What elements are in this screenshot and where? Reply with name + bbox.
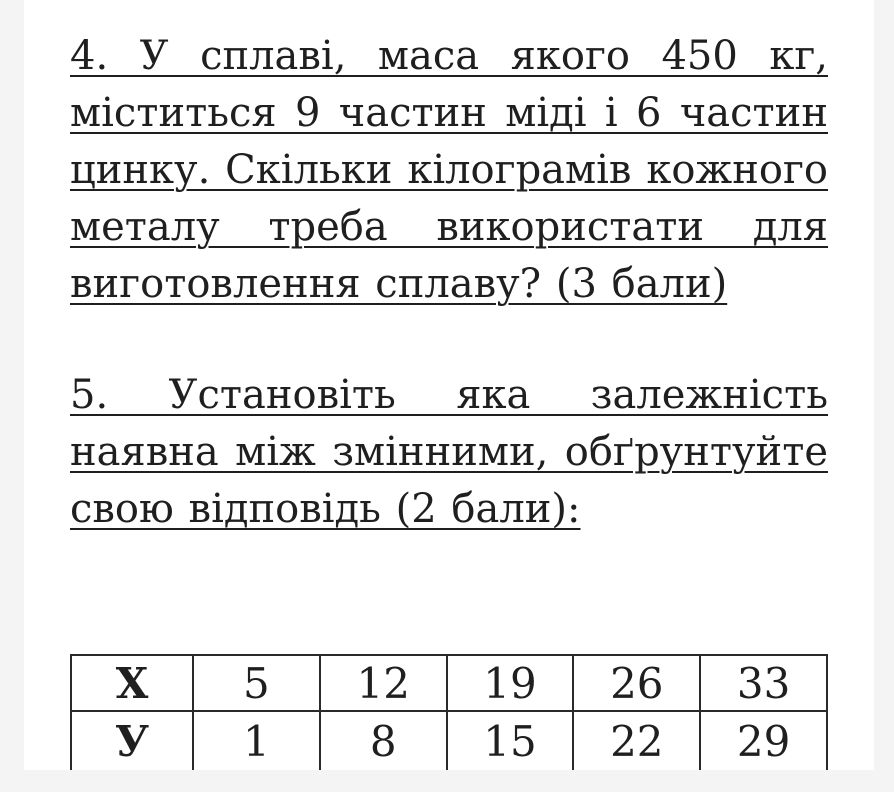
- page-bottom-margin: [0, 770, 894, 792]
- table-cell: 26: [573, 655, 700, 711]
- table-row-x: [71, 655, 827, 711]
- table-cell: 33: [700, 655, 827, 711]
- row-label-y: У: [71, 711, 193, 770]
- table-row-y: [71, 711, 827, 770]
- table-cell: 22: [573, 711, 700, 770]
- table-cell: 15: [447, 711, 574, 770]
- task-4-text: 4. У сплаві, маса якого 450 кг, міститься 9 частин міді і 6 частин цинку. Скільки кілограмів кожного металу треба використати для виготовлення сплаву? (3 бали): [70, 33, 828, 307]
- table-cell: 1: [193, 711, 320, 770]
- table-cell: 8: [320, 711, 447, 770]
- document-content: [70, 28, 828, 766]
- values-table: [70, 654, 828, 770]
- table-cell: 19: [447, 655, 574, 711]
- row-label-x: Х: [71, 655, 193, 711]
- table-cell: 29: [700, 711, 827, 770]
- document-page: [24, 0, 874, 770]
- table-cell: 12: [320, 655, 447, 711]
- table-cell: 5: [193, 655, 320, 711]
- task-5-text: 5. Установіть яка залежність наявна між змінними, обґрунтуйте свою відповідь (2 бали):: [70, 372, 828, 532]
